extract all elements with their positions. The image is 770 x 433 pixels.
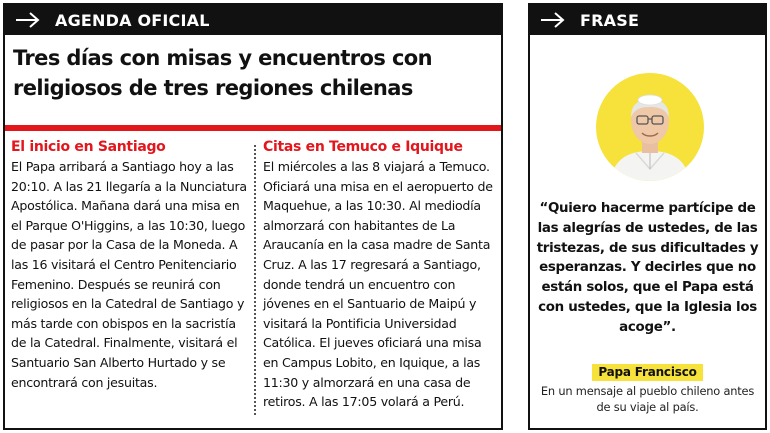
agenda-column-santiago: [11, 137, 247, 392]
frase-section-label: FRASE: [580, 10, 640, 30]
column-subhead: Citas en Temuco e Iquique: [263, 139, 463, 155]
agenda-header-bar: [5, 5, 501, 35]
column-body: El Papa arribará a Santiago hoy a las 20:10. A las 21 llegaría a la Nunciatura Apostólica. Mañana dará una misa en el Parque O'Higgins, a las 10:30, luego de pasar por la Casa de la Moneda. A las 16 visitará el Centro Penitenciario Femenino. Después se reunirá con religiosos en la Catedral de Santiago y más tarde con obispos en la sacristía de la Catedral. Finalmente, visitará el Santuario San Alberto Hurtado y se encontrará con jesuitas.: [11, 159, 247, 390]
quote-author: Papa Francisco: [592, 364, 702, 381]
arrow-right-icon: [15, 11, 41, 29]
arrow-right-icon: [540, 11, 566, 29]
agenda-headline: Tres días con misas y encuentros con religiosos de tres regiones chilenas: [13, 46, 432, 100]
author-row: [530, 363, 765, 381]
frase-header-bar: [530, 5, 765, 35]
agenda-section-label: AGENDA OFICIAL: [55, 10, 210, 30]
column-body: El miércoles a las 8 viajará a Temuco. Oficiará una misa en el aeropuerto de Maquehue, a las 10:30. Al mediodía almorzará con habitantes de La Araucanía en la casa madre de Santa Cruz. A las 17 regresará a Santiago, donde tendrá un encuentro con jóvenes en el Santuario de Maipú y visitará la Pontificia Universidad Católica. El jueves oficiará una misa en Campus Lobito, en Iquique, a las 11:30 y almorzará en una casa de retiros. A las 17:05 volará a Perú.: [263, 159, 493, 410]
agenda-panel: [3, 3, 503, 430]
quote-caption: En un mensaje al pueblo chileno antes de su viaje al país.: [540, 384, 755, 414]
pope-portrait-icon: [596, 73, 704, 181]
pope-quote: “Quiero hacerme partícipe de las alegrías de ustedes, de las tristezas, de sus dificultades y esperanzas. Y decirles que no están solos, que el Papa está con ustedes, que la Iglesia los acoge”.: [536, 201, 759, 335]
column-subhead: El inicio en Santiago: [11, 139, 166, 155]
frase-panel: [528, 3, 767, 430]
red-divider: [5, 125, 501, 131]
agenda-column-temuco-iquique: [263, 137, 499, 412]
column-divider: [254, 145, 256, 415]
